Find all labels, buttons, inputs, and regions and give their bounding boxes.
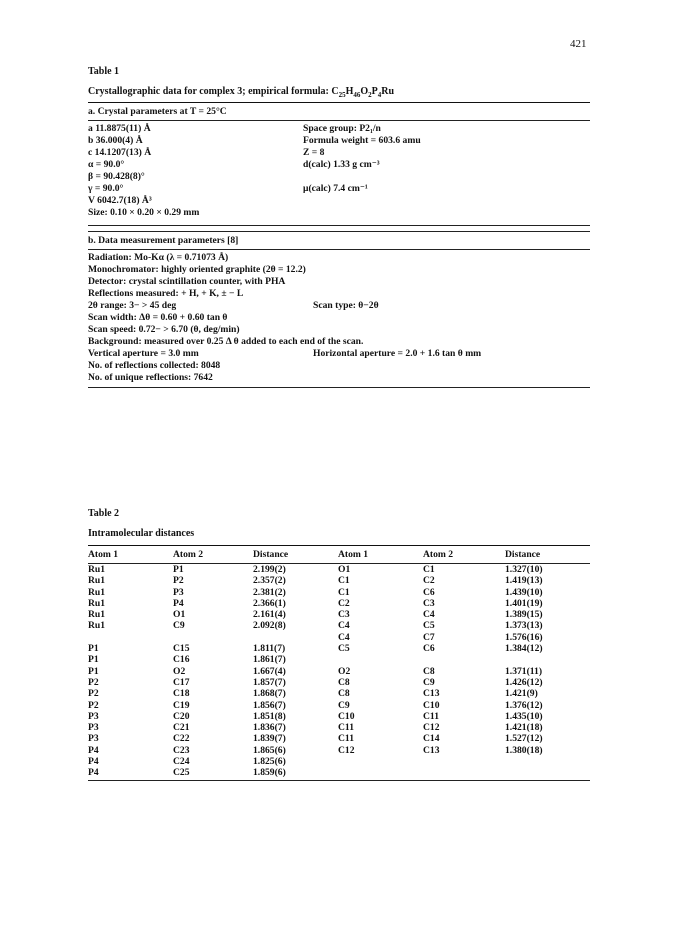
header-atom2-a: Atom 2 xyxy=(173,546,253,564)
atom2-cell: C10 xyxy=(423,699,440,711)
atom2-cell: C9 xyxy=(173,620,185,632)
atom2-cell: C4 xyxy=(423,609,435,621)
param-right-line: d(calc) 1.33 g cm⁻³ xyxy=(303,159,380,170)
atom1-cell: C5 xyxy=(338,643,350,655)
param-left-line: a 11.8875(11) Å xyxy=(88,123,151,134)
atom2-cell: C5 xyxy=(423,620,435,632)
formula-sub-h: 46 xyxy=(353,91,361,99)
distance-cell: 1.868(7) xyxy=(253,688,286,700)
atom1-cell: C1 xyxy=(338,575,350,587)
atom1-cell: P4 xyxy=(88,767,173,780)
table-row xyxy=(88,733,590,744)
atom2-cell: P1 xyxy=(173,564,184,575)
table-row xyxy=(88,700,590,711)
atom2-cell: P4 xyxy=(173,597,184,609)
crystal-parameters-left xyxy=(88,123,303,219)
atom2-cell: C13 xyxy=(423,744,440,756)
distances-body xyxy=(88,564,590,781)
atom2-cell: C23 xyxy=(173,744,190,756)
table-row xyxy=(88,632,590,643)
table-2-label: Table 2 xyxy=(88,508,120,519)
atom1-cell: O2 xyxy=(338,665,351,677)
table-row xyxy=(88,745,590,756)
atom2-cell xyxy=(423,756,505,767)
distance-cell: 1.376(12) xyxy=(505,699,543,711)
distance-cell: 1.384(12) xyxy=(505,643,543,655)
header-distance-a: Distance xyxy=(253,546,338,564)
param-left-line: b 36.000(4) Å xyxy=(88,135,143,146)
measurement-row xyxy=(88,336,590,348)
atom2-cell: C3 xyxy=(423,597,435,609)
formula-sub-p: 4 xyxy=(377,91,382,99)
atom1-cell: P3 xyxy=(88,733,99,745)
measurement-text: Detector: crystal scintillation counter, with PHA xyxy=(88,276,286,287)
measurement-text-right: Scan type: θ−2θ xyxy=(313,300,379,311)
atom2-cell: C15 xyxy=(173,643,190,655)
table-2-caption: Intramolecular distances xyxy=(88,528,195,539)
measurement-row xyxy=(88,264,590,276)
atom1-cell: P3 xyxy=(88,722,99,734)
atom2-cell: C11 xyxy=(423,710,439,722)
param-left-line: β = 90.428(8)° xyxy=(88,171,145,182)
distance-cell: 1.851(8) xyxy=(253,710,286,722)
measurement-row xyxy=(88,360,590,372)
section-b-heading: b. Data measurement parameters [8] xyxy=(88,235,239,246)
table-row xyxy=(88,654,590,665)
measurement-row xyxy=(88,372,590,384)
atom2-cell: C25 xyxy=(173,767,253,780)
measurement-text: Background: measured over 0.25 Δ θ added to each end of the scan. xyxy=(88,336,364,347)
atom2-cell: O2 xyxy=(173,665,186,677)
header-atom1-a: Atom 1 xyxy=(88,546,173,564)
atom2-cell xyxy=(173,632,253,643)
header-atom2-b: Atom 2 xyxy=(423,546,505,564)
distances-table xyxy=(88,545,590,781)
atom1-cell: C11 xyxy=(338,722,354,734)
atom1-cell: P3 xyxy=(88,710,99,722)
distance-cell: 1.811(7) xyxy=(253,643,286,655)
formula-sub-o: 2 xyxy=(368,91,372,99)
atom1-cell: Ru1 xyxy=(88,575,106,587)
atom2-cell: O1 xyxy=(173,609,186,621)
measurement-text: Scan speed: 0.72− > 6.70 (θ, deg/min) xyxy=(88,324,240,335)
distance-cell: 1.825(6) xyxy=(253,756,286,768)
distance-cell: 2.199(2) xyxy=(253,564,286,575)
atom1-cell: P1 xyxy=(88,654,99,666)
measurement-text: Scan width: Δθ = 0.60 + 0.60 tan θ xyxy=(88,312,228,323)
atom1-cell: P1 xyxy=(88,643,99,655)
atom1-cell: C1 xyxy=(338,586,350,598)
atom1-cell: C11 xyxy=(338,733,354,745)
table-row xyxy=(88,666,590,677)
distance-cell: 1.667(4) xyxy=(253,665,286,677)
measurement-row xyxy=(88,276,590,288)
measurement-row xyxy=(88,252,590,264)
atom2-cell: C22 xyxy=(173,733,190,745)
atom2-cell: C2 xyxy=(423,575,435,587)
param-right-line xyxy=(303,171,590,183)
distance-cell: 1.327(10) xyxy=(505,564,543,575)
distance-cell: 1.856(7) xyxy=(253,699,286,711)
atom1-cell: C12 xyxy=(338,744,355,756)
atom1-cell: Ru1 xyxy=(88,564,106,575)
atom2-cell: C20 xyxy=(173,710,190,722)
formula-ru: Ru xyxy=(381,86,395,97)
param-right-line xyxy=(303,195,590,207)
section-a-heading: a. Crystal parameters at T = 25°C xyxy=(88,106,227,117)
param-left-line: α = 90.0° xyxy=(88,159,125,170)
distance-cell: 1.389(15) xyxy=(505,609,543,621)
caption-prefix: Crystallographic data for complex 3; empirical formula: C xyxy=(88,86,339,97)
measurement-text: Reflections measured: + H, + K, ± − L xyxy=(88,288,244,299)
measurement-row xyxy=(88,312,590,324)
param-right-line xyxy=(303,207,590,219)
distance-cell: 2.092(8) xyxy=(253,620,286,632)
formula-o: O xyxy=(360,86,369,97)
atom2-cell: C8 xyxy=(423,665,435,677)
atom2-cell: C16 xyxy=(173,654,190,666)
atom1-cell xyxy=(88,632,173,643)
table-1-label: Table 1 xyxy=(88,66,120,77)
table-row xyxy=(88,688,590,699)
atom1-cell: C4 xyxy=(338,631,350,643)
atom1-cell xyxy=(338,756,423,767)
measurement-row xyxy=(88,300,590,312)
table-row xyxy=(88,620,590,631)
formula-h: H xyxy=(345,86,354,97)
param-right-line: Formula weight = 603.6 amu xyxy=(303,135,421,146)
param-left-line: Size: 0.10 × 0.20 × 0.29 mm xyxy=(88,207,200,218)
atom2-cell: C17 xyxy=(173,676,190,688)
table-2 xyxy=(88,508,590,781)
atom1-cell: C4 xyxy=(338,620,350,632)
measurement-text-right: Horizontal aperture = 2.0 + 1.6 tan θ mm xyxy=(313,348,482,359)
atom2-cell: C6 xyxy=(423,643,435,655)
atom1-cell: Ru1 xyxy=(88,586,106,598)
atom1-cell: P2 xyxy=(88,676,99,688)
distance-cell: 2.357(2) xyxy=(253,575,286,587)
atom2-cell: P2 xyxy=(173,575,184,587)
measurement-row xyxy=(88,348,590,360)
distance-cell: 1.373(13) xyxy=(505,620,543,632)
atom2-cell: C1 xyxy=(423,564,435,575)
table-row xyxy=(88,756,590,767)
header-distance-b: Distance xyxy=(505,546,590,564)
atom2-cell: C18 xyxy=(173,688,190,700)
distance-cell: 1.859(6) xyxy=(253,767,338,780)
param-right-line: Z = 8 xyxy=(303,147,325,158)
measurement-parameters xyxy=(88,250,590,387)
table-1 xyxy=(88,66,590,388)
table-row xyxy=(88,609,590,620)
measurement-text: Monochromator: highly oriented graphite (2θ = 12.2) xyxy=(88,264,306,275)
atom1-cell: P2 xyxy=(88,699,99,711)
measurement-text: 2θ range: 3− > 45 deg xyxy=(88,300,177,311)
atom1-cell: C9 xyxy=(338,699,350,711)
atom2-cell: C9 xyxy=(423,676,435,688)
distance-cell: 1.527(12) xyxy=(505,733,543,745)
distance-cell xyxy=(505,756,590,767)
distance-cell: 1.836(7) xyxy=(253,722,286,734)
param-left-line: V 6042.7(18) Å³ xyxy=(88,195,152,206)
measurement-row xyxy=(88,288,590,300)
table-row xyxy=(88,598,590,609)
distance-cell xyxy=(253,632,338,643)
distance-cell: 1.419(13) xyxy=(505,575,543,587)
atom2-cell xyxy=(423,767,505,780)
measurement-text: No. of reflections collected: 8048 xyxy=(88,360,221,371)
formula-p: P xyxy=(371,86,378,97)
atom2-cell: C14 xyxy=(423,733,440,745)
distance-cell xyxy=(505,767,590,780)
param-left-line: c 14.1207(13) Å xyxy=(88,147,152,158)
atom1-cell: P2 xyxy=(88,688,99,700)
distance-cell: 2.161(4) xyxy=(253,609,286,621)
atom1-cell xyxy=(338,767,423,780)
table-1-caption xyxy=(88,86,590,98)
distance-cell: 1.380(18) xyxy=(505,744,543,756)
rule-section-b-end xyxy=(88,387,590,388)
atom2-cell: C24 xyxy=(173,756,190,768)
measurement-text: Vertical aperture = 3.0 mm xyxy=(88,348,199,359)
measurement-text: No. of unique reflections: 7642 xyxy=(88,372,213,383)
table-row xyxy=(88,722,590,733)
distance-cell: 2.381(2) xyxy=(253,586,286,598)
atom2-cell: C21 xyxy=(173,722,190,734)
distance-cell: 1.576(16) xyxy=(505,631,543,643)
crystal-parameters xyxy=(88,121,590,219)
atom1-cell: C8 xyxy=(338,688,350,700)
atom2-cell xyxy=(423,654,505,665)
atom2-cell: C7 xyxy=(423,631,435,643)
atom2-cell: P3 xyxy=(173,586,184,598)
atom2-cell: C6 xyxy=(423,586,435,598)
param-left-line: γ = 90.0° xyxy=(88,183,124,194)
atom1-cell: Ru1 xyxy=(88,597,106,609)
param-right-line: Space group: P2₁/n xyxy=(303,123,381,134)
atom2-cell: C12 xyxy=(423,722,440,734)
atom1-cell: C10 xyxy=(338,710,355,722)
atom2-cell: C13 xyxy=(423,688,440,700)
header-row xyxy=(88,546,590,564)
distance-cell: 1.401(19) xyxy=(505,597,543,609)
distance-cell: 1.421(9) xyxy=(505,688,538,700)
distance-cell: 1.865(6) xyxy=(253,744,286,756)
measurement-text: Radiation: Mo-Kα (λ = 0.71073 Å) xyxy=(88,252,229,263)
table-row xyxy=(88,643,590,654)
atom1-cell xyxy=(338,654,423,665)
distance-cell: 1.857(7) xyxy=(253,676,286,688)
atom1-cell: P4 xyxy=(88,756,99,768)
measurement-row xyxy=(88,324,590,336)
atom1-cell: C3 xyxy=(338,609,350,621)
param-right-line: μ(calc) 7.4 cm⁻¹ xyxy=(303,183,368,194)
atom1-cell: Ru1 xyxy=(88,609,106,621)
atom1-cell: C8 xyxy=(338,676,350,688)
distance-cell: 1.371(11) xyxy=(505,665,543,677)
distance-cell: 1.435(10) xyxy=(505,710,543,722)
atom1-cell: P1 xyxy=(88,665,99,677)
table-row xyxy=(88,767,590,780)
distance-cell: 1.861(7) xyxy=(253,654,286,666)
distance-cell xyxy=(505,654,590,665)
table-row xyxy=(88,564,590,576)
atom1-cell: Ru1 xyxy=(88,620,106,632)
distance-cell: 1.439(10) xyxy=(505,586,543,598)
crystal-parameters-right xyxy=(303,123,590,219)
atom2-cell: C19 xyxy=(173,699,190,711)
distance-cell: 1.421(18) xyxy=(505,722,543,734)
header-atom1-b: Atom 1 xyxy=(338,546,423,564)
distance-cell: 1.426(12) xyxy=(505,676,543,688)
atom1-cell: C2 xyxy=(338,597,350,609)
distance-cell: 1.839(7) xyxy=(253,733,286,745)
distance-cell: 2.366(1) xyxy=(253,597,286,609)
table-row xyxy=(88,575,590,586)
atom1-cell: O1 xyxy=(338,564,351,575)
table-row xyxy=(88,711,590,722)
table-row xyxy=(88,677,590,688)
formula-sub-c: 25 xyxy=(338,91,346,99)
page-number: 421 xyxy=(570,38,587,50)
atom1-cell: P4 xyxy=(88,744,99,756)
table-row xyxy=(88,587,590,598)
